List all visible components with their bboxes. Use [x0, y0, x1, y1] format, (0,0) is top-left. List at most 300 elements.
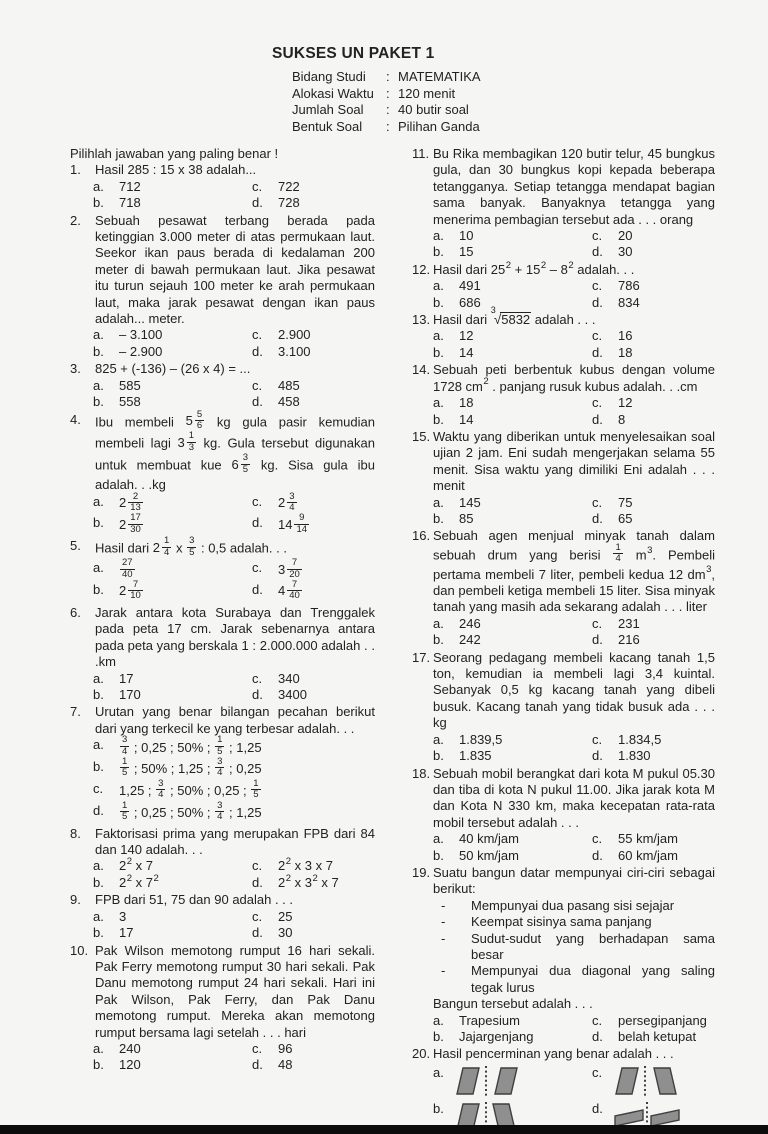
- option-label: c.: [252, 908, 263, 924]
- option-d: [592, 511, 715, 527]
- question-16: [412, 528, 715, 648]
- fraction: [119, 514, 144, 536]
- text-run: kg. Gula tersebut digunakan untuk membuat kue: [95, 435, 375, 473]
- option-label: b.: [93, 195, 104, 211]
- question-number: 10.: [70, 942, 89, 958]
- text-run: 3.100: [278, 343, 311, 359]
- exam-title: SUKSES UN PAKET 1: [272, 45, 435, 62]
- bullet-text: Sudut-sudut yang berhadapan sama besar: [471, 930, 715, 962]
- options: [433, 831, 715, 864]
- option-value: [618, 328, 632, 343]
- option-label: d.: [592, 510, 603, 526]
- options: [93, 378, 375, 411]
- question-6: [70, 605, 375, 703]
- question-9: [70, 892, 375, 941]
- text-run: Jajargenjang: [459, 1029, 534, 1044]
- question-1: [70, 162, 375, 211]
- text-run: 491: [459, 278, 481, 294]
- text-run: 825 + (-136) – (26 x 4) = ...: [95, 361, 251, 377]
- numerator: 3: [289, 490, 295, 502]
- text-run: Ibu membeli: [95, 413, 186, 429]
- bullet-item: [433, 914, 715, 930]
- question-number: 5.: [70, 538, 81, 554]
- option-value: [459, 328, 473, 343]
- option-a: [93, 327, 252, 343]
- options: [433, 495, 715, 528]
- info-value: 120 menit: [398, 85, 456, 101]
- question-number: 16.: [412, 528, 431, 544]
- whole-number: 14: [278, 516, 293, 532]
- question-11: [412, 146, 715, 261]
- bullet-dash: -: [441, 897, 446, 913]
- denominator: 4: [122, 745, 128, 757]
- options: [93, 557, 375, 604]
- text-run: Waktu yang diberikan untuk menyelesaikan soal ujian 2 jam. Eni sudah mengerjakan selama 55 menit. Sisa waktu yang dimiliki Eni adalah . . . menit: [433, 428, 715, 494]
- options: [93, 858, 375, 891]
- option-value: [119, 179, 141, 194]
- option-c: [592, 732, 715, 748]
- option-label: c.: [592, 615, 603, 631]
- text-run: Sebuah pesawat terbang berada pada ketinggian 3.000 meter di atas permukaan laut. Seekor ikan paus berada di kedalaman 200 meter di bawah permukaan laut. Jika pesawat itu turun sejauh 100 meter ke arah permukaan laut, maka jarak pesawat dengan ikan paus adalah... meter.: [95, 212, 375, 327]
- text-run: 786: [618, 278, 640, 294]
- text-run: Hasil dari: [95, 540, 153, 556]
- text-run: , dan pembeli ketiga membeli 15 liter. Sisa minyak tanah yang masih ada sekarang adalah . . . liter: [433, 566, 715, 615]
- option-c: [252, 179, 375, 195]
- numerator: 3: [217, 799, 223, 811]
- option-value: [119, 512, 144, 535]
- text-run: 686: [459, 294, 481, 310]
- option-value: [618, 345, 632, 360]
- question-number: 9.: [70, 892, 81, 908]
- numerator: 2: [128, 492, 143, 503]
- option-value: [278, 344, 311, 359]
- option-value: [459, 831, 519, 846]
- option-a: [93, 734, 375, 759]
- power: $15^2$: [525, 259, 547, 277]
- question-8: [70, 826, 375, 892]
- option-label: a.: [433, 278, 444, 294]
- text-run: adalah . . .: [531, 312, 596, 328]
- text-run: 18: [618, 344, 633, 360]
- text-run: 585: [119, 377, 141, 393]
- fraction-stack: [162, 536, 171, 558]
- denominator: 4: [615, 553, 621, 565]
- options: [93, 490, 375, 538]
- option-value: [119, 858, 153, 873]
- text-run: 55 km/jam: [618, 831, 678, 847]
- option-label: c.: [592, 228, 603, 244]
- denominator: 14: [296, 523, 308, 535]
- option-b: [433, 748, 592, 764]
- numerator: 7: [287, 558, 302, 569]
- fraction: [278, 490, 298, 515]
- text-run: FPB dari 51, 75 dan 90 adalah . . .: [95, 892, 294, 908]
- text-run: 12: [618, 395, 633, 411]
- option-value: [119, 925, 133, 940]
- question-body: [95, 704, 375, 824]
- text-run: Trapesium: [459, 1012, 520, 1028]
- question-text: [433, 429, 715, 495]
- fraction-stack: [128, 513, 143, 535]
- option-label: c.: [592, 1012, 603, 1028]
- option-label: d.: [592, 847, 603, 863]
- option-value: [119, 777, 262, 801]
- option-value: [618, 228, 632, 243]
- exponent: 2: [285, 872, 292, 884]
- option-b: [93, 579, 252, 604]
- text-run: m: [623, 547, 647, 563]
- options: [433, 278, 715, 311]
- denominator: 6: [196, 419, 203, 431]
- question-17: [412, 650, 715, 765]
- option-label: b.: [433, 847, 444, 863]
- text-run: 340: [278, 670, 300, 686]
- options: [433, 1063, 715, 1134]
- options: [93, 671, 375, 704]
- numerator: 5: [196, 408, 203, 420]
- numerator: 3: [158, 777, 164, 789]
- option-value: [618, 732, 661, 747]
- text-run: Sebuah peti berbentuk kubus dengan volume 1728 cm: [433, 362, 715, 394]
- option-c: [252, 490, 375, 516]
- option-label: a.: [433, 228, 444, 244]
- question-number: 2.: [70, 212, 81, 228]
- option-b: [93, 925, 252, 941]
- option-label: d.: [592, 748, 603, 764]
- denominator: 13: [130, 501, 141, 513]
- option-value: [119, 756, 262, 779]
- option-label: a.: [93, 858, 104, 874]
- power: $3^2$: [304, 872, 318, 890]
- fraction: [185, 408, 206, 433]
- numerator: 1: [188, 430, 194, 442]
- option-value: [119, 734, 262, 757]
- question-body: [433, 362, 715, 428]
- fraction-stack: [195, 410, 204, 432]
- fraction-stack: [156, 779, 165, 801]
- option-label: c.: [252, 1040, 263, 1056]
- question-text: [433, 528, 715, 616]
- text-run: 718: [119, 195, 141, 211]
- text-run: Hasil dari: [433, 312, 491, 328]
- option-label: a.: [93, 327, 104, 343]
- question-text: [95, 704, 375, 737]
- left-column: [70, 146, 375, 1134]
- options: [433, 395, 715, 428]
- fraction-stack: [215, 735, 224, 757]
- option-d: [252, 1057, 375, 1073]
- scan-bottom-bar: [0, 1125, 768, 1134]
- power: $8^2$: [560, 259, 574, 277]
- text-run: Sebuah agen menjual minyak tanah dalam sebuah drum yang berisi: [433, 528, 715, 563]
- option-c: [592, 328, 715, 344]
- option-c: [252, 1041, 375, 1057]
- option-value: [459, 278, 481, 293]
- option-label: d.: [252, 582, 263, 598]
- question-14: [412, 362, 715, 428]
- option-a: [433, 732, 592, 748]
- option-b: [93, 394, 252, 410]
- options: [93, 909, 375, 942]
- fraction: [119, 490, 144, 515]
- text-run: 1,25 ;: [119, 783, 156, 799]
- denominator: 30: [130, 523, 141, 535]
- question-2: [70, 213, 375, 361]
- denominator: 5: [242, 463, 249, 475]
- fraction-stack: [120, 801, 129, 823]
- parallelogram-shape: [654, 1068, 676, 1094]
- option-label: a.: [433, 1064, 444, 1080]
- whole-number: 4: [278, 583, 286, 599]
- option-value: [618, 295, 640, 310]
- option-value: [119, 394, 141, 409]
- option-value: [459, 511, 473, 526]
- exponent: 2: [568, 259, 574, 271]
- question-text: [95, 892, 375, 908]
- bullet-item: [433, 898, 715, 914]
- text-run: Pak Wilson memotong rumput 16 hari sekali. Pak Ferry memotong rumput 30 hari sekali. Pak Danu memotong rumput 24 hari sekali. Hari ini Pak Wilson, Pak Ferry, dan Pak Danu memotong rumput. Mereka akan memotong rumput bersama lagi setelah . . . hari: [95, 942, 375, 1040]
- denominator: 20: [289, 568, 300, 580]
- fraction: [214, 799, 225, 824]
- info-label: Jumlah Soal: [292, 102, 364, 117]
- option-label: c.: [592, 1064, 603, 1080]
- question-text: [95, 535, 375, 560]
- option-label: d.: [252, 1057, 263, 1073]
- option-c: [252, 909, 375, 925]
- text-run: 231: [618, 615, 640, 631]
- question-body: [433, 429, 715, 527]
- option-b: [433, 412, 592, 428]
- question-body: [433, 1046, 715, 1134]
- text-run: 2.900: [278, 327, 311, 343]
- option-c: [252, 378, 375, 394]
- text-run: ; 0,25: [225, 761, 262, 777]
- text-run: belah ketupat: [618, 1029, 697, 1044]
- denominator: 4: [164, 546, 170, 558]
- question-number: 19.: [412, 864, 431, 880]
- option-label: d.: [592, 1100, 603, 1116]
- option-value: [119, 1057, 141, 1072]
- option-label: b.: [433, 244, 444, 260]
- fraction: [214, 758, 225, 780]
- bullet-item: [433, 963, 715, 996]
- options: [93, 179, 375, 212]
- option-c: [93, 777, 375, 803]
- option-c: [592, 395, 715, 411]
- question-text: [433, 1046, 715, 1062]
- question-18: [412, 766, 715, 864]
- text-run: 1.830: [618, 748, 651, 764]
- text-run: 75: [618, 494, 633, 510]
- option-label: b.: [93, 759, 104, 775]
- option-b: [433, 848, 592, 864]
- option-value: [278, 557, 303, 580]
- question-number: 17.: [412, 649, 431, 665]
- option-a: [433, 228, 592, 244]
- denominator: 5: [189, 546, 195, 558]
- option-b: [93, 872, 252, 891]
- option-b: [93, 687, 252, 703]
- question-text: [433, 304, 715, 328]
- option-c: [592, 278, 715, 294]
- option-label: a.: [93, 377, 104, 393]
- question-body: [95, 892, 375, 941]
- question-text: [95, 605, 375, 671]
- option-a: [93, 909, 252, 925]
- option-value: [459, 1013, 520, 1028]
- option-d: [592, 848, 715, 864]
- option-label: b.: [433, 1029, 444, 1044]
- exponent: 2: [312, 872, 318, 884]
- info-label: Alokasi Waktu: [292, 85, 374, 101]
- option-value: [618, 495, 632, 510]
- whole-number: 2: [119, 583, 127, 599]
- denominator: 40: [289, 590, 300, 602]
- option-label: a.: [433, 1012, 444, 1028]
- denominator: 5: [122, 811, 128, 823]
- option-d: [592, 748, 715, 764]
- fraction-stack: [120, 558, 135, 580]
- option-value: [119, 872, 159, 890]
- text-run: 3: [119, 908, 127, 924]
- question-body: [95, 162, 375, 211]
- option-d: [252, 872, 375, 891]
- option-label: c.: [252, 560, 263, 576]
- option-label: c.: [252, 858, 263, 874]
- option-label: a.: [433, 615, 444, 631]
- question-number: 1.: [70, 162, 81, 178]
- info-colon: :: [386, 85, 390, 101]
- option-label: d.: [592, 244, 603, 260]
- option-c: [592, 495, 715, 511]
- fraction: [278, 559, 303, 581]
- fraction-stack: [287, 558, 302, 580]
- option-a: [433, 1065, 592, 1099]
- option-b: [93, 195, 252, 211]
- question-body: [433, 528, 715, 648]
- options: [433, 328, 715, 361]
- question-body: [95, 213, 375, 361]
- power: $2^2$: [119, 872, 133, 890]
- option-value: [618, 395, 632, 410]
- option-d: [252, 925, 375, 941]
- option-a: [93, 1041, 252, 1057]
- text-run: 485: [278, 377, 300, 393]
- option-b: [433, 1029, 592, 1045]
- option-value: [459, 616, 481, 631]
- exponent: 2: [153, 872, 159, 884]
- denominator: 5: [253, 789, 259, 801]
- option-value: [618, 511, 632, 526]
- option-d: [592, 295, 715, 311]
- question-body: [433, 650, 715, 765]
- text-run: ; 0,25 ; 50% ;: [130, 805, 215, 821]
- denominator: 4: [217, 767, 223, 779]
- text-run: 48: [278, 1057, 293, 1073]
- option-label: c.: [252, 178, 263, 194]
- fraction: [119, 736, 130, 758]
- question-5: [70, 535, 375, 604]
- option-d: [252, 394, 375, 410]
- text-run: 14: [459, 411, 474, 427]
- fraction: [119, 581, 144, 603]
- whole-number: 2: [119, 494, 127, 510]
- option-label: c.: [93, 780, 104, 796]
- question-body: [95, 605, 375, 703]
- option-a: [433, 278, 592, 294]
- question-text: [95, 408, 375, 494]
- denominator: 10: [130, 590, 141, 602]
- text-run: 10: [459, 228, 474, 244]
- option-b: [93, 1057, 252, 1073]
- radicand: 5832: [501, 312, 531, 328]
- text-run: . Pembeli pertama membeli 7 liter, pembeli kedua 12 dm: [433, 547, 715, 582]
- option-value: [278, 195, 300, 210]
- option-d: [252, 579, 375, 604]
- option-a: [93, 557, 252, 582]
- option-label: a.: [93, 1040, 104, 1056]
- power: $7^2$: [145, 872, 159, 890]
- question-12: [412, 259, 715, 311]
- option-value: [459, 848, 519, 863]
- option-label: d.: [93, 802, 104, 818]
- numerator: 27: [122, 557, 133, 569]
- parallelogram-shape: [616, 1068, 638, 1094]
- option-value: [459, 732, 502, 747]
- fraction: [612, 541, 623, 566]
- denominator: 4: [158, 789, 164, 801]
- fraction: [119, 758, 130, 780]
- text-run: Bu Rika membagikan 120 butir telur, 45 bungkus gula, dan 30 bungkus kopi kepada beberapa tetangganya. Setiap tetangga mendapat bagian sama banyak. Banyaknya tetangga yang menerima pembagian tersebut ada . . . orang: [433, 146, 715, 227]
- text-run: 246: [459, 615, 481, 631]
- bullet-dash: -: [441, 930, 446, 946]
- info-value: 40 butir soal: [398, 102, 469, 117]
- text-run: 722: [278, 178, 300, 194]
- option-value: [119, 671, 133, 686]
- option-value: [618, 616, 640, 631]
- text-run: 242: [459, 632, 481, 648]
- whole-number: 2: [152, 539, 161, 555]
- text-run: 170: [119, 686, 141, 702]
- question-19: [412, 865, 715, 1045]
- option-a: [433, 1013, 592, 1029]
- option-c: [592, 616, 715, 632]
- option-label: b.: [433, 510, 444, 526]
- text-run: x: [132, 874, 146, 890]
- fraction-stack: [613, 543, 622, 565]
- option-label: b.: [93, 686, 104, 702]
- exponent: 3: [647, 544, 653, 556]
- text-run: 120: [119, 1057, 141, 1073]
- question-body: [93, 535, 375, 604]
- option-a: [93, 490, 252, 516]
- text-run: ; 1,25: [225, 739, 262, 755]
- option-label: a.: [93, 908, 104, 924]
- numerator: 1: [164, 535, 170, 547]
- option-value: [618, 1013, 707, 1028]
- option-value: [618, 278, 640, 293]
- option-value: [119, 909, 126, 924]
- option-value: [278, 378, 300, 393]
- option-b: [93, 344, 252, 360]
- option-b: [93, 756, 375, 781]
- option-a: [93, 179, 252, 195]
- exponent: 2: [285, 856, 292, 868]
- text-run: +: [511, 261, 526, 277]
- power: $25^2$: [490, 259, 512, 277]
- parallelogram-shape: [651, 1110, 679, 1126]
- text-run: ; 50% ; 0,25 ;: [166, 783, 251, 799]
